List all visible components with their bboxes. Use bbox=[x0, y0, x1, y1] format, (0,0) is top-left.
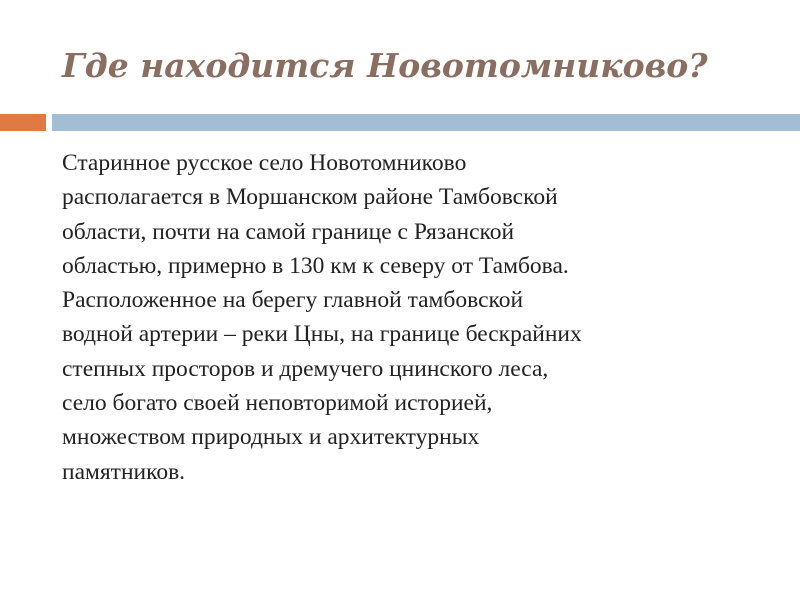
accent-square bbox=[0, 114, 46, 131]
title-divider-bar bbox=[52, 114, 800, 131]
body-paragraph: Старинное русское село Новотомниково располагается в Моршанском районе Тамбовской области, почти на самой границе с Рязанской областью, примерно в 130 км к северу от Тамбова. Расположенное на берегу главной тамбовской водной артерии – реки Цны, на границе бескрайних степных просторов и дремучего цнинского леса, село богато своей неповторимой историей, множеством природных и архитектурных памятников. bbox=[62, 150, 582, 485]
slide-title: Где находится Новотомниково? bbox=[62, 46, 708, 85]
